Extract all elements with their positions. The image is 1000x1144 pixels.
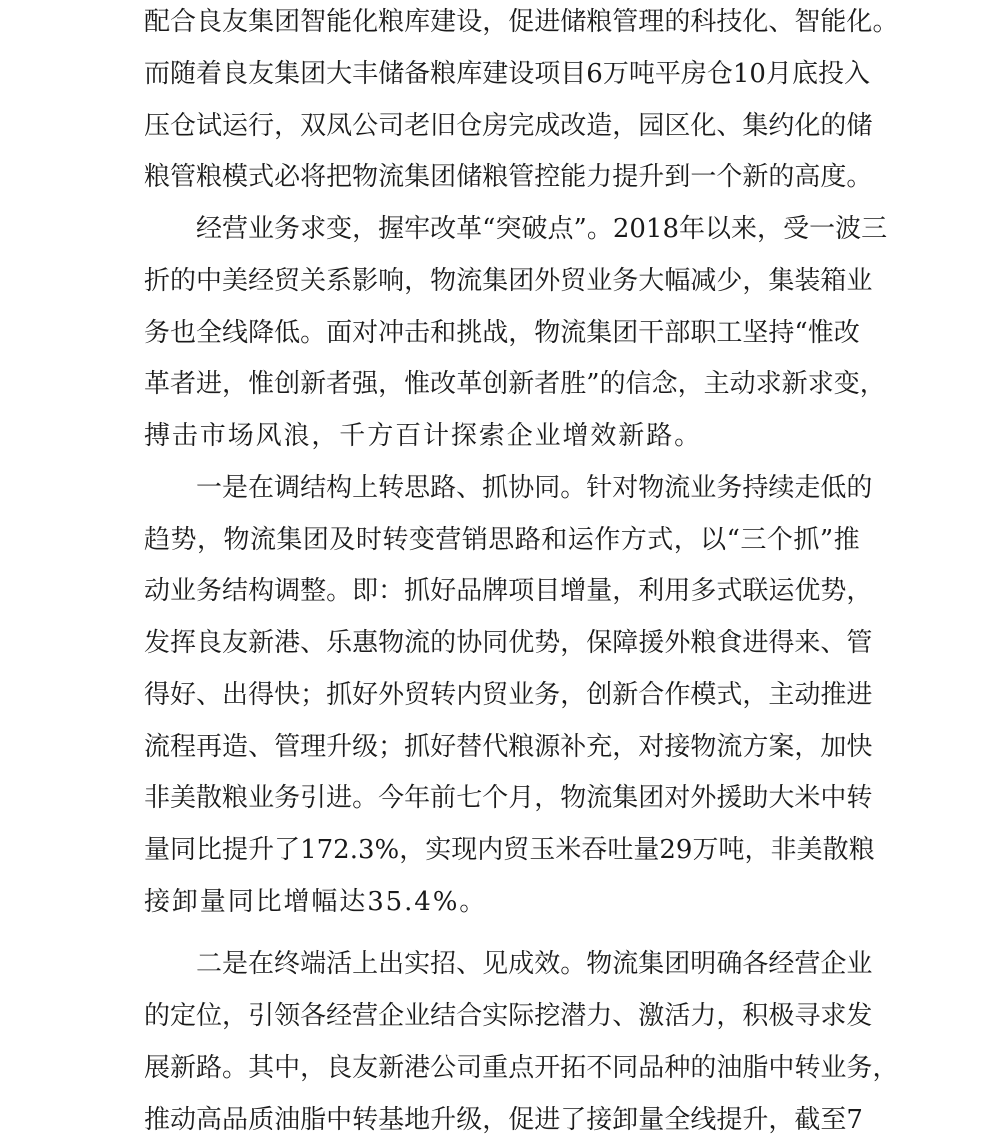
- text-line: 务 也 全 线 降 低 。 面 对 冲 击 和 挑 战 ， 物 流 集 团 干 部 职 工 坚 持 “ 惟 改: [144, 318, 860, 348]
- text-line: 流 程 再 造 、 管 理 升 级 ； 抓 好 替 代 粮 源 补 充 ， 对 接 物 流 方 案 ， 加 快: [144, 732, 873, 762]
- text-line: 压 仓 试 运 行 ， 双 凤 公 司 老 旧 仓 房 完 成 改 造 ， 园 区 化 、 集 约 化 的 储: [144, 111, 873, 141]
- text-line: 得 好 、 出 得 快 ； 抓 好 外 贸 转 内 贸 业 务 ， 创 新 合 作 模 式 ， 主 动 推 进: [144, 680, 873, 710]
- paragraph-first-line: 经 营 业 务 求 变 ， 握 牢 改 革 “ 突 破 点 ” 。 2018 年 以 来 ， 受 一 波 三: [196, 214, 888, 244]
- text-line: 趋 势 ， 物 流 集 团 及 时 转 变 营 销 思 路 和 运 作 方 式 ， 以 “ 三 个 抓 ” 推: [144, 525, 860, 555]
- text-line: 展 新 路 。 其 中 ， 良 友 新 港 公 司 重 点 开 拓 不 同 品 种 的 油 脂 中 转 业 务 ，: [144, 1053, 899, 1083]
- text-line: 折 的 中 美 经 贸 关 系 影 响 ， 物 流 集 团 外 贸 业 务 大 幅 减 少 ， 集 装 箱 业: [144, 266, 873, 296]
- text-line: 搏击市场风浪，千方百计探索企业增效新路。: [144, 421, 703, 451]
- text-line: 推 动 高 品 质 油 脂 中 转 基 地 升 级 ， 促 进 了 接 卸 量 全 线 提 升 ， 截 至 7: [144, 1105, 863, 1135]
- paragraph-first-line: 一 是 在 调 结 构 上 转 思 路 、 抓 协 同 。 针 对 物 流 业 务 持 续 走 低 的: [196, 473, 873, 503]
- text-line: 的 定 位 ， 引 领 各 经 营 企 业 结 合 实 际 挖 潜 力 、 激 活 力 ， 积 极 寻 求 发: [144, 1001, 873, 1031]
- paragraph-first-line: 二 是 在 终 端 活 上 出 实 招 、 见 成 效 。 物 流 集 团 明 确 各 经 营 企 业: [196, 949, 873, 979]
- text-line: 粮 管 粮 模 式 必 将 把 物 流 集 团 储 粮 管 控 能 力 提 升 到 一 个 新 的 高 度 。: [144, 162, 873, 192]
- text-line: 发 挥 良 友 新 港 、 乐 惠 物 流 的 协 同 优 势 ， 保 障 援 外 粮 食 进 得 来 、 管: [144, 628, 873, 658]
- text-line: 革 者 进 ， 惟 创 新 者 强 ， 惟 改 革 创 新 者 胜 ” 的 信 念 ， 主 动 求 新 求 变 ，: [144, 369, 886, 399]
- text-line: 接卸量同比增幅达35.4%。: [144, 887, 488, 917]
- text-line: 量 同 比 提 升 了 172.3% ， 实 现 内 贸 玉 米 吞 吐 量 29 万 吨 ， 非 美 散 粮: [144, 835, 875, 865]
- text-line: 动 业 务 结 构 调 整 。 即 ： 抓 好 品 牌 项 目 增 量 ， 利 用 多 式 联 运 优 势 ，: [144, 576, 873, 606]
- text-line: 非 美 散 粮 业 务 引 进 。 今 年 前 七 个 月 ， 物 流 集 团 对 外 援 助 大 米 中 转: [144, 783, 873, 813]
- text-line: 而 随 着 良 友 集 团 大 丰 储 备 粮 库 建 设 项 目 6 万 吨 平 房 仓 10 月 底 投 入: [144, 59, 871, 89]
- text-line: 配 合 良 友 集 团 智 能 化 粮 库 建 设 ， 促 进 储 粮 管 理 的 科 技 化 、 智 能 化 。: [144, 7, 899, 37]
